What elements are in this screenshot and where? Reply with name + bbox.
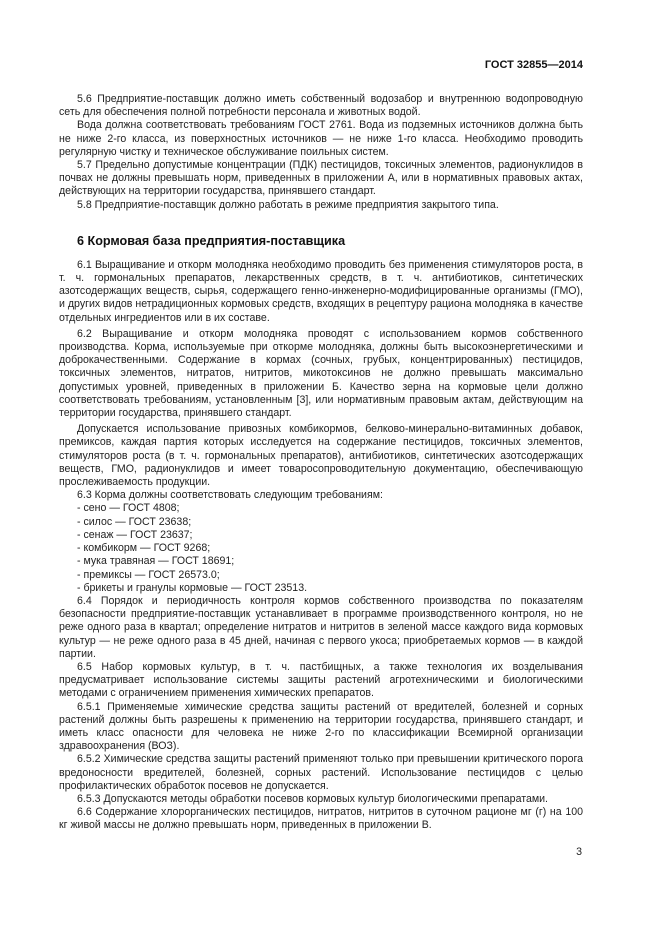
list-item: - сено — ГОСТ 4808; xyxy=(77,502,180,515)
requirements-list xyxy=(59,502,583,594)
paragraph-6-4: 6.4 Порядок и периодичность контроля кормов собственного производства по показателям безопасности предприятие-поставщик устанавливает в программе производственного контроля, но не реже одного раза в квартал; определение нитратов и нитритов в зеленой массе каждого вида кормовых культур — не реже одного раза в 45 дней, начиная с первого укоса; приобретаемых кормов — в каждой партии. xyxy=(59,594,583,660)
paragraph-6-5-3: 6.5.3 Допускаются методы обработки посевов кормовых культур биологическими препаратами. xyxy=(77,792,549,805)
paragraph-6-2: 6.2 Выращивание и откорм молодняка проводят с использованием кормов собственного производства. Корма, используемые при откорме молодняка, должны быть высокоэнергетическими и доброкачественными. Содержание в кормах (сочных, грубых, концентрированных) пестицидов, токсичных элементов, нитратов, нитритов, микотоксинов не должно превышать максимально допустимых уровней, приведенных в приложении Б. Качество зерна на кормовые цели должно соответствовать требованиям, установленным [3], или нормативным правовым актам, действующим на территории государства, принявшего стандарт. xyxy=(59,327,583,420)
paragraph-6-6: 6.6 Содержание хлорорганических пестицидов, нитратов, нитритов в суточном рационе мг (г) на 100 кг живой массы не должно превышать норм, приведенных в приложении В. xyxy=(59,806,583,832)
paragraph-6-3: 6.3 Корма должны соответствовать следующим требованиям: xyxy=(77,489,383,502)
paragraph-6-5: 6.5 Набор кормовых культур, в т. ч. пастбищных, а также технология их возделывания предусматривает использование системы защиты растений агротехническими и биологическими методами с ограничением применения химических препаратов. xyxy=(59,660,583,700)
list-item: - сенаж — ГОСТ 23637; xyxy=(77,528,193,541)
list-item: - премиксы — ГОСТ 26573.0; xyxy=(77,568,220,581)
document-header: ГОСТ 32855—2014 xyxy=(484,59,583,71)
paragraph-6-5-2: 6.5.2 Химические средства защиты растений применяют только при превышении критического порога вредоносности вредителей, болезней, сорных растений. Использование пестицидов с целью профилактических обработок посевов не допускается. xyxy=(59,753,583,792)
paragraph-water: Вода должна соответствовать требованиям ГОСТ 2761. Вода из подземных источников должна быть не ниже 2-го класса, из поверхностных источников — не ниже 1-го класса. Необходимо проводить регулярную чистку и техническое обслуживание поильных систем. xyxy=(59,119,583,158)
paragraph-5-8: 5.8 Предприятие-поставщик должно работать в режиме предприятия закрытого типа. xyxy=(77,198,499,211)
list-item: - силос — ГОСТ 23638; xyxy=(77,515,192,528)
paragraph-6-1: 6.1 Выращивание и откорм молодняка необходимо проводить без применения стимуляторов роста, в т. ч. гормональных препаратов, лекарственных средств, в т. ч. антибиотиков, синтетических азотсодержащих веществ, сырья, содержащего генно-инженерно-модифицированные организмы (ГМО), и других видов нетрадиционных кормовых средств, входящих в рецептуру рациона молодняка в качестве отдельных ингредиентов или в их составе. xyxy=(59,258,583,324)
paragraph-5-6: 5.6 Предприятие-поставщик должно иметь собственный водозабор и внутреннюю водопроводную сеть для обеспечения полной потребности персонала и животных водой. xyxy=(59,93,583,119)
section-title: 6 Кормовая база предприятия-поставщика xyxy=(77,233,346,248)
list-item: - комбикорм — ГОСТ 9268; xyxy=(77,542,211,555)
paragraph-imports: Допускается использование привозных комбикормов, белково-минерально-витаминных добавок, премиксов, каждая партия которых исследуется на содержание пестицидов, токсичных элементов, стимуляторов роста (в т. ч. гормональных препаратов), антибиотиков, синтетических азотсодержащих веществ, ГМО, радионуклидов и имеет товаросопроводительную документацию, обеспечивающую прослеживаемость продукции. xyxy=(59,423,583,489)
paragraph-6-5-1: 6.5.1 Применяемые химические средства защиты растений от вредителей, болезней и сорных растений должны быть разрешены к применению на территории государства, принявшего стандарт, и иметь класс опасности для человека не ниже 2-го по классификации Всемирной организации здравоохранения (ВОЗ). xyxy=(59,700,583,753)
document-body xyxy=(59,93,583,833)
list-item: - брикеты и гранулы кормовые — ГОСТ 23513. xyxy=(77,581,308,594)
paragraph-5-7: 5.7 Предельно допустимые концентрации (ПДК) пестицидов, токсичных элементов, радионуклидов в почвах не должны превышать норм, приведенных в приложении А, или в нормативных правовых актах, действующих на территории государства, принявшего стандарт. xyxy=(59,159,583,198)
list-item: - мука травяная — ГОСТ 18691; xyxy=(77,555,235,568)
page-number: 3 xyxy=(576,846,582,858)
